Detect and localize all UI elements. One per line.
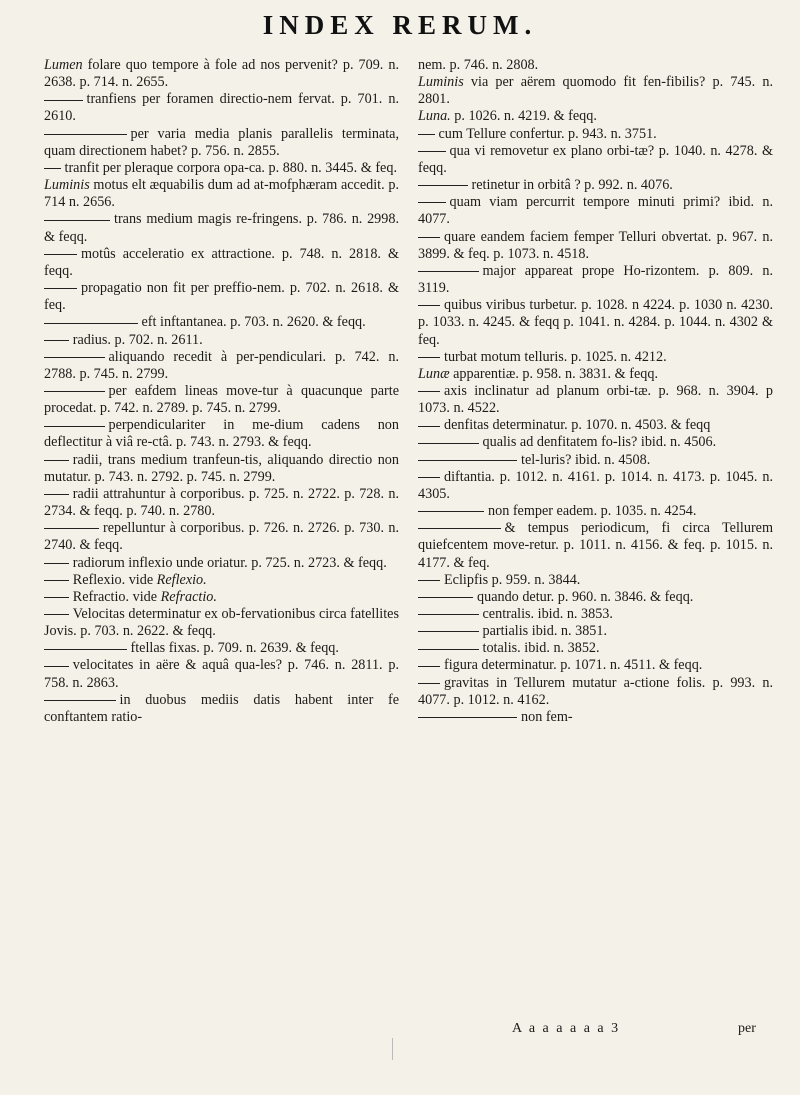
ditto-rule: [418, 649, 479, 650]
index-entry: [44, 211, 399, 245]
index-entry: [418, 229, 773, 263]
index-entry: [44, 91, 399, 125]
entry-text: radius. p. 702. n. 2611.: [72, 331, 203, 348]
index-entry: [44, 314, 399, 331]
index-entry: [418, 520, 773, 571]
index-entry: [418, 366, 773, 383]
ditto-rule: [418, 597, 473, 598]
entry-keyword: Lunæ: [418, 365, 450, 382]
entry-text: tranfit per pleraque corpora opa-ca. p. 880. n. 3445. & feq.: [64, 159, 397, 176]
ditto-rule: [418, 528, 501, 529]
index-entry: [44, 177, 399, 211]
ditto-rule: [418, 151, 446, 152]
index-entry: [418, 709, 773, 726]
cross-reference: Refractio.: [160, 588, 217, 605]
entry-text: motûs acceleratio ex attractione. p. 748. n. 2818. & feqq.: [44, 245, 399, 279]
entry-keyword: Luminis: [418, 74, 464, 91]
page-mark: [392, 1038, 397, 1060]
index-entry: [44, 126, 399, 160]
entry-text: tranfiens per foramen directio-nem fervat. p. 701. n. 2610.: [44, 91, 399, 125]
index-entry: [418, 57, 773, 74]
entry-text: Eclipfis p. 959. n. 3844.: [444, 571, 581, 588]
ditto-rule: [44, 666, 69, 667]
entry-text: axis inclinatur ad planum orbi-tæ. p. 968. n. 3904. p 1073. n. 4522.: [418, 382, 773, 417]
entry-text: figura determinatur. p. 1071. n. 4511. & feqq.: [444, 657, 703, 674]
index-entry: [418, 675, 773, 709]
cross-reference: Reflexio.: [156, 571, 207, 588]
entry-text: Refractio. vide: [72, 588, 161, 605]
entry-text: nem. p. 746. n. 2808.: [418, 57, 539, 73]
ditto-rule: [418, 460, 517, 461]
entry-text: quare eandem faciem femper Telluri obvertat. p. 967. n. 3899. & feq. p. 1073. n. 4518.: [418, 228, 773, 262]
index-entry: [418, 194, 773, 228]
entry-text: radiorum inflexio unde oriatur. p. 725. n. 2723. & feqq.: [72, 554, 387, 571]
index-entry: [44, 452, 399, 486]
index-entry: [418, 108, 773, 125]
entry-text: partialis ibid. n. 3851.: [482, 623, 608, 640]
ditto-rule: [418, 391, 440, 392]
index-entry: [418, 177, 773, 194]
ditto-rule: [44, 563, 69, 564]
ditto-rule: [44, 597, 69, 598]
index-entry: [418, 297, 773, 348]
entry-keyword: Luminis: [44, 177, 90, 194]
ditto-rule: [418, 357, 440, 358]
index-entry: [418, 469, 773, 503]
ditto-rule: [418, 426, 440, 427]
page-header: INDEX RERUM.: [262, 10, 538, 40]
entry-text: p. 1026. n. 4219. & feqq.: [450, 108, 597, 125]
index-entry: [418, 74, 773, 108]
entry-text: propagatio non fit per preffio-nem. p. 702. n. 2618. & feq.: [44, 280, 399, 314]
entry-text: qualis ad denfitatem fo-lis? ibid. n. 4506.: [482, 434, 717, 451]
ditto-rule: [418, 477, 440, 478]
ditto-rule: [44, 528, 99, 529]
index-entry: [44, 349, 399, 383]
ditto-rule: [44, 649, 127, 650]
signature-mark: A a a a a a a 3: [512, 1021, 621, 1036]
index-entry: [44, 572, 399, 589]
index-entry: [44, 486, 399, 520]
entry-text: velocitates in aëre & aquâ qua-les? p. 746. n. 2811. p. 758. n. 2863.: [44, 657, 399, 691]
index-entry: [44, 57, 399, 91]
ditto-rule: [44, 391, 105, 392]
ditto-rule: [44, 288, 77, 289]
ditto-rule: [418, 271, 479, 272]
index-entry: [44, 589, 399, 606]
ditto-rule: [418, 631, 479, 632]
index-entry: [44, 332, 399, 349]
entry-text: totalis. ibid. n. 3852.: [482, 640, 600, 657]
ditto-rule: [418, 443, 479, 444]
index-entry: [44, 160, 399, 177]
ditto-rule: [44, 340, 69, 341]
index-entry: [418, 126, 773, 143]
entry-text: non femper eadem. p. 1035. n. 4254.: [488, 503, 697, 520]
entry-text: turbat motum telluris. p. 1025. n. 4212.: [444, 348, 667, 365]
ditto-rule: [418, 185, 468, 186]
entry-text: aliquando recedit à per-pendiculari. p. 742. n. 2788. p. 745. n. 2799.: [44, 348, 399, 382]
ditto-rule: [44, 700, 116, 701]
entry-text: folare quo tempore à fole ad nos pervenit? p. 709. n. 2638. p. 714. n. 2655.: [44, 57, 399, 91]
entry-text: Reflexio. vide: [72, 571, 157, 588]
index-entry: [418, 143, 773, 177]
ditto-rule: [44, 614, 69, 615]
index-entry: [44, 692, 399, 726]
entry-keyword: Luna.: [418, 108, 451, 125]
index-entry: [418, 452, 773, 469]
entry-text: diftantia. p. 1012. n. 4161. p. 1014. n. 4173. p. 1045. n. 4305.: [418, 468, 773, 502]
entry-text: centralis. ibid. n. 3853.: [482, 606, 613, 622]
entry-text: cum Tellure confertur. p. 943. n. 3751.: [438, 125, 657, 142]
index-entry: [44, 606, 399, 640]
entry-text: quando detur. p. 960. n. 3846. & feqq.: [477, 588, 694, 605]
index-entry: [418, 589, 773, 606]
index-entry: [418, 657, 773, 674]
index-entry: [44, 417, 399, 451]
ditto-rule: [418, 202, 446, 203]
ditto-rule: [44, 357, 105, 358]
ditto-rule: [44, 134, 127, 135]
index-entry: [44, 520, 399, 554]
entry-text: quam viam percurrit tempore minuti primi? ibid. n. 4077.: [418, 194, 773, 228]
index-entry: [418, 606, 773, 623]
index-entry: [44, 383, 399, 417]
ditto-rule: [44, 323, 138, 324]
entry-text: apparentiæ. p. 958. n. 3831. & feqq.: [449, 365, 658, 382]
index-entry: [418, 349, 773, 366]
index-entry: [418, 503, 773, 520]
entry-text: motus elt æquabilis dum ad at-mofphæram accedit. p. 714 n. 2656.: [44, 177, 399, 211]
entry-text: Velocitas determinatur ex ob-fervationibus circa fatellites Jovis. p. 703. n. 2622. & feqq.: [44, 606, 399, 640]
entry-text: repelluntur à corporibus. p. 726. n. 2726. p. 730. n. 2740. & feqq.: [44, 520, 399, 554]
index-entry: [418, 383, 773, 417]
ditto-rule: [44, 494, 69, 495]
entry-text: ftellas fixas. p. 709. n. 2639. & feqq.: [130, 640, 339, 657]
index-entry: [44, 555, 399, 572]
index-entry: [44, 640, 399, 657]
ditto-rule: [418, 511, 484, 512]
right-column: [418, 57, 773, 726]
ditto-rule: [418, 237, 440, 238]
entry-text: in duobus mediis datis habent inter fe conftantem ratio-: [44, 691, 399, 725]
entry-text: via per aërem quomodo fit fen-fibilis? p. 745. n. 2801.: [418, 74, 773, 108]
index-entry: [418, 640, 773, 657]
entry-text: radii, trans medium tranfeun-tis, aliquando directio non mutatur. p. 743. n. 2792. p. 745. n. 2799.: [44, 451, 399, 485]
ditto-rule: [44, 580, 69, 581]
entry-text: perpendiculariter in me-dium cadens non deflectitur à viâ re-ctâ. p. 743. n. 2793. & feqq.: [44, 417, 399, 451]
entry-text: per eafdem lineas move-tur à quacunque parte procedat. p. 742. n. 2789. p. 745. n. 2799.: [44, 382, 399, 417]
ditto-rule: [44, 460, 69, 461]
entry-text: quibus viribus turbetur. p. 1028. n 4224. p. 1030 n. 4230. p. 1033. n. 4245. & feqq p. 1041. n. 4284. p. 1044. n. 4302 & feq.: [418, 297, 773, 348]
ditto-rule: [418, 717, 517, 718]
catchword: per: [738, 1021, 756, 1036]
index-entry: [44, 246, 399, 280]
ditto-rule: [44, 426, 105, 427]
entry-text: eft inftantanea. p. 703. n. 2620. & feqq.: [141, 314, 366, 331]
entry-text: & tempus periodicum, fi circa Tellurem quiefcentem move-retur. p. 1011. n. 4156. & feq. p. 1015. n. 4177. & feq.: [418, 520, 773, 571]
ditto-rule: [418, 305, 440, 306]
index-entry: [44, 280, 399, 314]
entry-text: radii attrahuntur à corporibus. p. 725. n. 2722. p. 728. n. 2734. & feqq. p. 740. n. 2780.: [44, 485, 399, 520]
ditto-rule: [418, 134, 435, 135]
ditto-rule: [44, 220, 110, 221]
entry-text: qua vi removetur ex plano orbi-tæ? p. 1040. n. 4278. & feqq.: [418, 142, 773, 176]
entry-text: retinetur in orbitâ ? p. 992. n. 4076.: [471, 177, 673, 194]
entry-text: tel-luris? ibid. n. 4508.: [521, 451, 651, 468]
index-entry: [418, 623, 773, 640]
entry-text: trans medium magis re-fringens. p. 786. n. 2998. & feqq.: [44, 211, 399, 245]
entry-text: major appareat prope Ho-rizontem. p. 809. n. 3119.: [418, 262, 773, 297]
entry-keyword: Lumen: [44, 57, 83, 73]
entry-text: gravitas in Tellurem mutatur a-ctione folis. p. 993. n. 4077. p. 1012. n. 4162.: [418, 674, 773, 708]
entry-text: denfitas determinatur. p. 1070. n. 4503. & feqq: [444, 417, 711, 434]
ditto-rule: [418, 614, 479, 615]
index-entry: [418, 572, 773, 589]
ditto-rule: [418, 683, 440, 684]
index-entry: [418, 434, 773, 451]
index-entry: [44, 657, 399, 691]
ditto-rule: [44, 168, 61, 169]
ditto-rule: [418, 580, 440, 581]
ditto-rule: [44, 100, 83, 101]
index-entry: [418, 263, 773, 297]
entry-text: non fem-: [521, 708, 573, 725]
ditto-rule: [44, 254, 77, 255]
entry-text: per varia media planis parallelis terminata, quam directionem habet? p. 756. n. 2855.: [44, 125, 399, 159]
left-column: [44, 57, 399, 726]
index-entry: [418, 417, 773, 434]
ditto-rule: [418, 666, 440, 667]
